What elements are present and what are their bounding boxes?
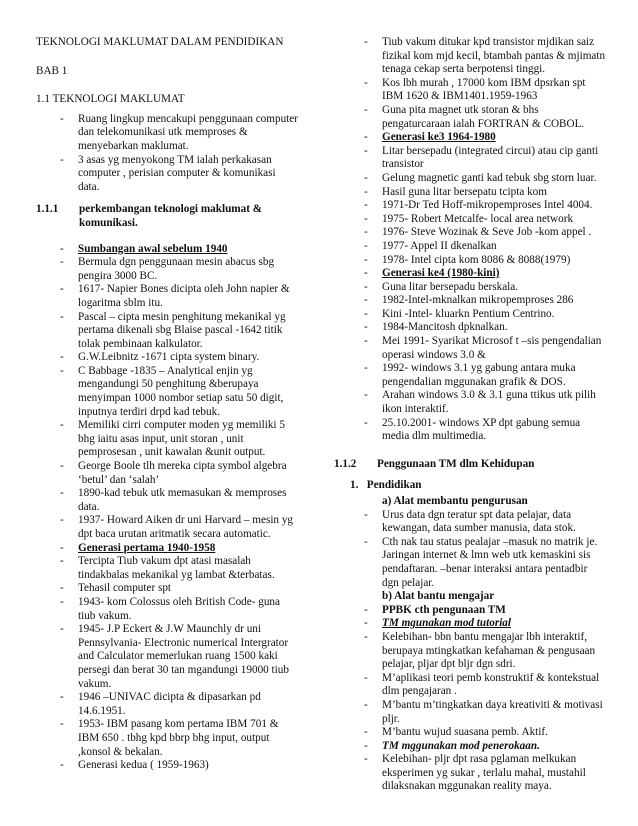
list-item-text: 1937- Howard Aiken dr uni Harvard – mesin yg dpt baca urutan aritmatik secara automatic. <box>78 514 294 540</box>
list-item-text: Tehasil computer spt <box>78 582 172 595</box>
list-item <box>364 240 606 254</box>
list-item-text: Cth nak tau status pealajar –masuk no matrik je. Jaringan internet & lmn web utk kemaskini sis pendaftaran. –benar interaksi antara pentadbir dgn pelajar. <box>382 535 598 589</box>
list-item-text: Memiliki cirri computer moden yg memiliki 5 bhg iaitu asas input, unit storan , unit pemprosesan , unit kawalan &unit output. <box>78 419 285 459</box>
list-item-text: M’bantu wujud suasana pemb. Aktif. <box>382 726 548 739</box>
list-item <box>364 36 606 77</box>
list-item-text: Tercipta Tiub vakum dpt atasi masalah tindakbalas mekanikal yg lambat &terbatas. <box>78 555 275 581</box>
list-item-text: M’bantu m’tingkatkan daya kreativiti & motivasi pljr. <box>382 698 603 725</box>
list-item <box>364 617 606 631</box>
list-item <box>364 199 606 213</box>
list-item-text: G.W.Leibnitz -1671 cipta system binary. <box>78 351 260 364</box>
list-item <box>60 514 298 541</box>
list-item <box>60 759 298 773</box>
list-item-text: Generasi kedua ( 1959-1963) <box>78 759 209 772</box>
teaching-list <box>334 604 606 794</box>
subsection-title: perkembangan teknologi maklumat & komunikasi. <box>79 203 263 229</box>
list-item-text: Litar bersepadu (integrated circui) atau cip ganti transistor <box>382 144 599 171</box>
list-item <box>364 362 606 389</box>
list-item-text: 1978- Intel cipta kom 8086 & 8088(1979) <box>382 253 571 266</box>
list-item-text: Kelebihan- pljr dpt rasa pglaman melkukan eksperimen yg sukar , terlalu mahal, mustahil dilaksnakan mggunakan reality maya. <box>382 753 586 793</box>
list-item-text: 1617- Napier Bones dicipta oleh John napier & logaritma sblm itu. <box>78 283 290 309</box>
subheading-a: a) Alat membantu pengurusan <box>382 495 528 507</box>
list-item-text: Sumbangan awal sebelum 1940 <box>78 242 228 255</box>
list-item <box>364 294 606 308</box>
subsection-number: 1.1.1 <box>36 203 59 216</box>
list-item <box>364 267 606 281</box>
numbered-heading-text: Pendidikan <box>366 479 422 492</box>
list-item-text: 1890-kad tebuk utk memasukan & memproses data. <box>78 487 287 513</box>
list-item <box>60 718 298 759</box>
list-item <box>364 186 606 200</box>
list-item <box>60 691 298 718</box>
list-item <box>364 145 606 172</box>
document-title: TEKNOLOGI MAKLUMAT DALAM PENDIDIKAN <box>36 36 284 48</box>
list-item <box>364 753 606 794</box>
list-item-text: Guna pita magnet utk storan & bhs pengaturcaraan ialah FORTRAN & COBOL. <box>382 103 585 130</box>
list-item <box>364 726 606 740</box>
list-item-text: Generasi ke4 (1980-kini) <box>382 267 500 280</box>
list-item-text: 1976- Steve Wozinak & Seve Job -kom appel . <box>382 226 592 239</box>
list-item <box>60 555 298 582</box>
list-item-text: Generasi pertama 1940-1958 <box>78 541 216 554</box>
intro-list <box>36 113 298 195</box>
list-item-text: Kini -Intel- kluarkn Pentium Centrino. <box>382 307 555 320</box>
list-item-text: Kelebihan- bbn bantu mengajar lbh interaktif, berupaya mtingkatkan kefahaman & pengusaan pelajar, pljar dpt bljr dgn sdri. <box>382 630 596 671</box>
left-column <box>36 36 298 773</box>
list-item <box>364 172 606 186</box>
list-item-text: TM mggunakan mod penerokaan. <box>382 739 540 752</box>
list-item <box>364 740 606 754</box>
list-item-text: Urus data dgn teratur spt data pelajar, data kewangan, data sumber manusia, data stok. <box>382 508 576 535</box>
list-item-text: Arahan windows 3.0 & 3.1 guna ttikus utk pilih ikon interaktif. <box>382 389 596 416</box>
list-item-text: Tiub vakum ditukar kpd transistor mjdikan saiz fizikal kom mjd kecil, btambah pantas & mjimatn tenaga cekap serta berpotensi tinggi. <box>382 36 606 76</box>
list-item-text: 1945- J.P Eckert & J.W Maunchly dr uni Pennsylvania- Electronic numerical Intergrator and Calculator memerlukan ruang 1500 kaki persegi dan berat 30 tan mgandungi 19000 tiub vakum. <box>78 623 289 690</box>
list-item <box>364 226 606 240</box>
list-item <box>60 487 298 514</box>
subsection-heading-2 <box>334 458 606 472</box>
list-item-text: PPBK cth pengunaan TM <box>382 603 506 616</box>
section-heading: 1.1 TEKNOLOGI MAKLUMAT <box>36 93 185 106</box>
generation-list <box>334 36 606 444</box>
list-item <box>60 113 298 154</box>
list-item-text: Generasi ke3 1964-1980 <box>382 131 496 144</box>
list-item <box>364 536 606 590</box>
list-item-text: Hasil guna litar bersepatu tcipta kom <box>382 185 547 198</box>
list-item <box>60 542 298 556</box>
list-item <box>60 154 298 195</box>
list-item <box>364 308 606 322</box>
list-item <box>364 321 606 335</box>
subsection-number-2: 1.1.2 <box>334 457 357 470</box>
right-column <box>334 36 606 794</box>
list-item-text: 1984-Mancitosh dpknalkan. <box>382 321 508 334</box>
list-item <box>364 77 606 104</box>
list-item <box>60 582 298 596</box>
list-item <box>60 311 298 352</box>
list-item <box>60 256 298 283</box>
list-item-text: Pascal – cipta mesin penghitung mekanikal yg pertama dikenali sbg Blaise pascal -1642 titik tolak pembinaan kalkulator. <box>78 310 286 350</box>
list-item <box>60 460 298 487</box>
list-item-text: 1975- Robert Metcalfe- local area network <box>382 212 574 225</box>
list-item <box>364 672 606 699</box>
list-item <box>60 419 298 460</box>
list-item <box>364 509 606 536</box>
list-item <box>364 281 606 295</box>
list-item <box>364 699 606 726</box>
list-item-text: 1953- IBM pasang kom pertama IBM 701 & IBM 650 . tbhg kpd bbrp bhg input, output ,konsol & bekalan. <box>78 718 279 758</box>
subheading-b: b) Alat bantu mengajar <box>382 590 495 603</box>
list-item <box>60 351 298 365</box>
list-item-text: Kos lbh murah , 17000 kom IBM dpsrkan spt IBM 1620 & IBM1401.1959-1963 <box>382 76 586 103</box>
list-item-text: 1982-Intel-mknalkan mikropemproses 286 <box>382 294 574 307</box>
list-item <box>60 243 298 257</box>
list-item-text: 1943- kom Colossus oleh British Code- guna tiub vakum. <box>78 595 280 622</box>
list-item <box>364 389 606 416</box>
list-item-text: 1971-Dr Ted Hoff-mikropemproses Intel 4004. <box>382 199 593 212</box>
list-item <box>364 604 606 618</box>
list-item-text: 1977- Appel II dkenalkan <box>382 239 497 252</box>
list-item-text: Gelung magnetic ganti kad tebuk sbg storn luar. <box>382 171 597 184</box>
list-item-text: Guna litar bersepadu berskala. <box>382 280 519 293</box>
chapter-label: BAB 1 <box>36 64 68 77</box>
list-item-text: Ruang lingkup mencakupi penggunaan computer dan telekomunikasi utk memproses & menyebarkan maklumat. <box>78 112 298 152</box>
management-list <box>334 509 606 591</box>
list-item-text: Mei 1991- Syarikat Microsof t –sis pengendalian operasi windows 3.0 & <box>382 335 602 361</box>
list-item <box>364 631 606 672</box>
list-item-text: 1946 –UNIVAC dicipta & dipasarkan pd 14.6.1951. <box>78 691 261 717</box>
list-item-text: 3 asas yg menyokong TM ialah perkakasan computer , perisian computer & komunikasi data. <box>78 153 276 193</box>
subsection-heading <box>36 203 298 230</box>
history-list <box>36 243 298 773</box>
list-item <box>364 104 606 131</box>
list-item-text: Bermula dgn penggunaan mesin abacus sbg pengira 3000 BC. <box>78 256 275 282</box>
list-item <box>60 365 298 419</box>
list-item-text: 1992- windows 3.1 yg gabung antara muka pengendalian mggunakan grafik & DOS. <box>382 362 576 388</box>
list-item-text: George Boole tlh mereka cipta symbol algebra ‘betul’ dan ‘salah’ <box>78 460 287 486</box>
list-item <box>60 596 298 623</box>
numbered-heading <box>334 479 606 493</box>
list-item-text: C Babbage -1835 – Analytical enjin yg mengandungi 50 penghitung &berupaya menyimpan 1000 nombor setiap satu 50 digit, inputnya terdiri drpd kad tebuk. <box>78 364 284 418</box>
list-item <box>364 254 606 268</box>
subsection-title-2: Penggunaan TM dlm Kehidupan <box>377 457 535 470</box>
numbered-heading-number: 1. <box>350 479 359 492</box>
list-item-text: TM mgunakan mod tutorial <box>382 617 512 630</box>
list-item <box>364 417 606 444</box>
list-item <box>364 335 606 362</box>
list-item-text: M’aplikasi teori pemb konstruktif & kontekstual dlm pengajaran . <box>382 671 600 698</box>
list-item <box>60 623 298 691</box>
list-item-text: 25.10.2001- windows XP dpt gabung semua media dlm multimedia. <box>382 416 581 443</box>
list-item <box>364 213 606 227</box>
list-item <box>364 131 606 145</box>
list-item <box>60 283 298 310</box>
